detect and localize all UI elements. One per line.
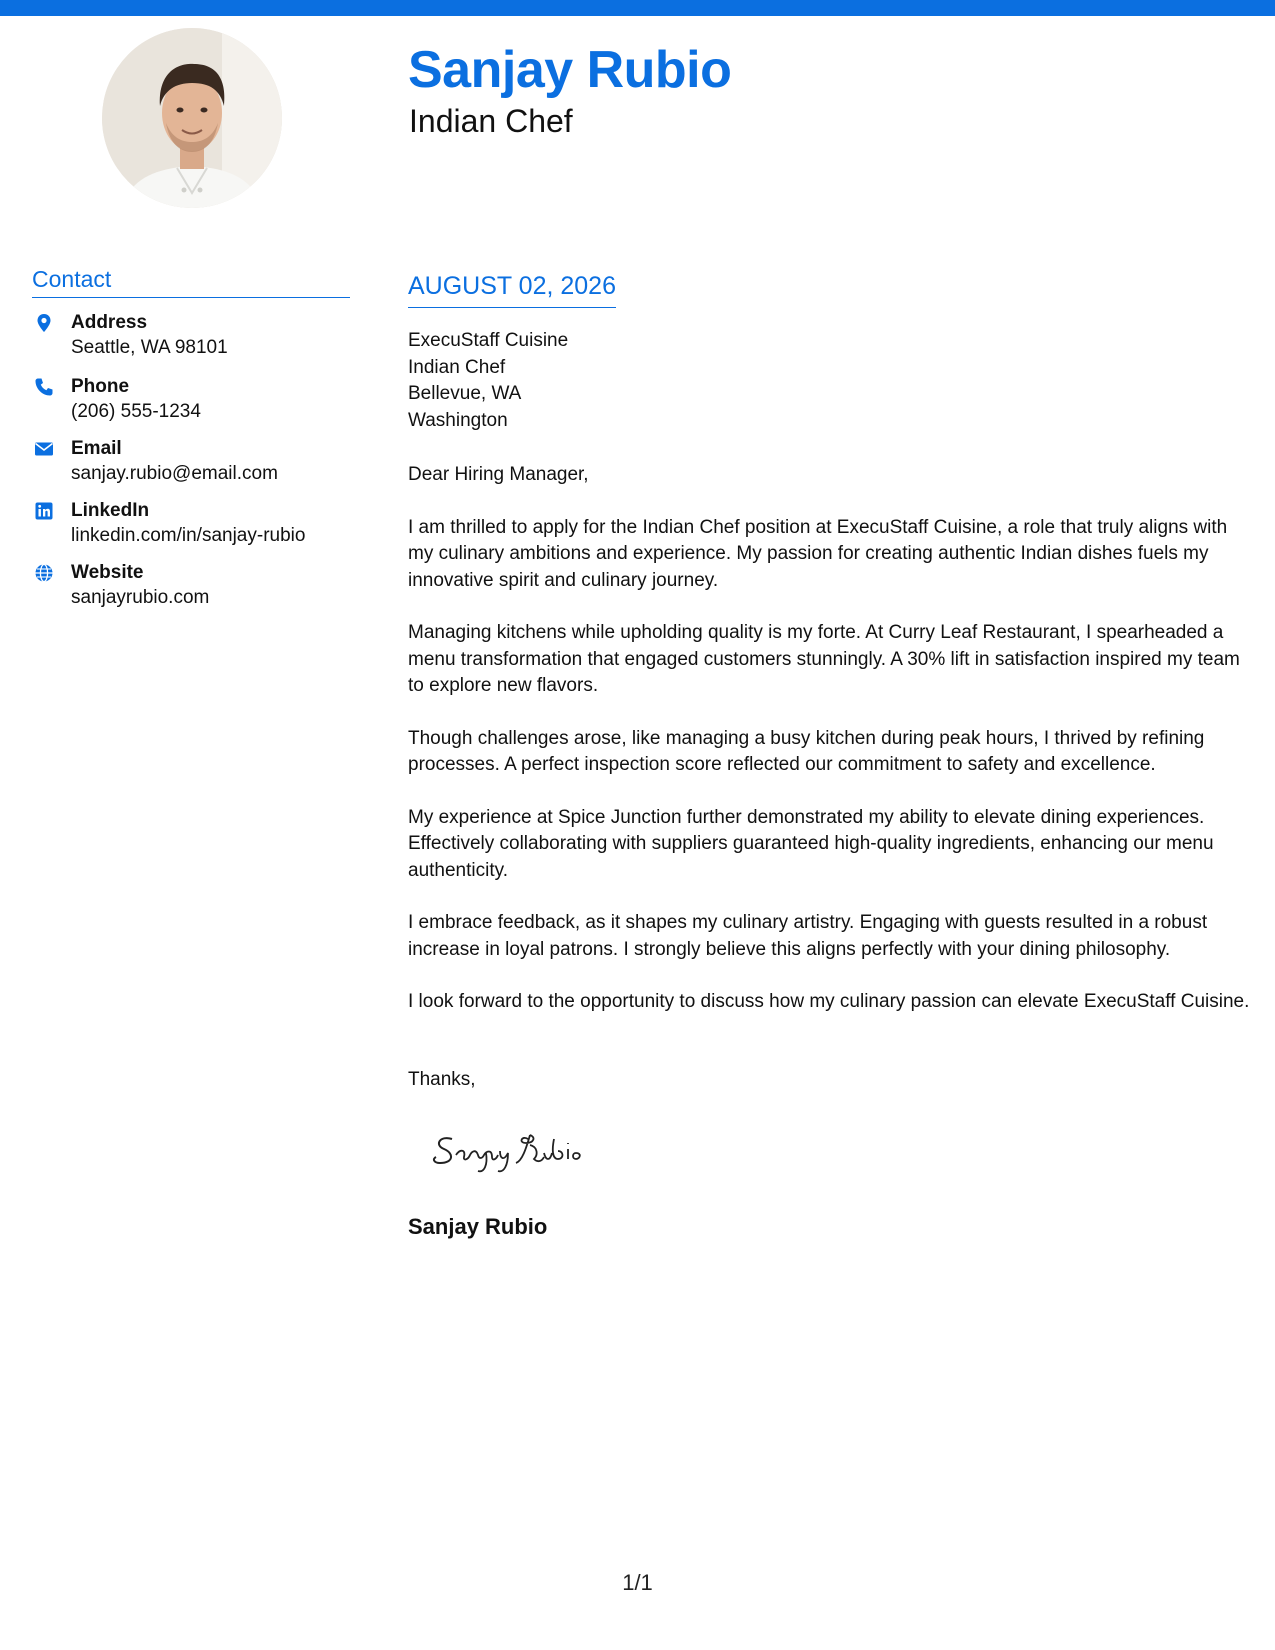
- page-number: 1/1: [622, 1570, 653, 1595]
- letter-paragraph: I look forward to the opportunity to discuss how my culinary passion can elevate ExecuStaff Cuisine.: [408, 991, 1250, 1012]
- email-value[interactable]: sanjay.rubio@email.com: [71, 463, 278, 484]
- contact-heading: Contact: [32, 266, 350, 298]
- envelope-icon: [34, 439, 54, 459]
- letter-paragraph: I am thrilled to apply for the Indian Chef position at ExecuStaff Cuisine, a role that truly aligns with my culinary ambitions and experience. My passion for creating authentic Indian dishes fuels my innovative spirit and culinary journey.: [408, 516, 1228, 591]
- phone-value[interactable]: (206) 555-1234: [71, 401, 201, 422]
- letter-body: [408, 462, 1250, 1042]
- salutation: Dear Hiring Manager,: [408, 464, 589, 485]
- contact-label: LinkedIn: [71, 500, 150, 521]
- letter-paragraph: Though challenges arose, like managing a busy kitchen during peak hours, I thrived by refining processes. A perfect inspection score reflected our commitment to safety and excellence.: [408, 727, 1205, 775]
- profile-photo: [102, 28, 282, 208]
- location-pin-icon: [34, 313, 54, 333]
- letter-date: AUGUST 02, 2026: [408, 271, 616, 308]
- phone-icon: [34, 377, 54, 397]
- recipient-line: Indian Chef: [408, 356, 506, 378]
- contact-label: Address: [71, 312, 148, 333]
- recipient-line: Bellevue, WA: [408, 383, 522, 404]
- contact-label: Phone: [71, 376, 130, 397]
- top-accent-bar: [0, 0, 1275, 16]
- recipient-block: [408, 328, 568, 434]
- contact-label: Website: [71, 562, 144, 583]
- linkedin-icon: [34, 501, 54, 521]
- closing: Thanks,: [408, 1069, 476, 1090]
- letter-paragraph: I embrace feedback, as it shapes my culinary artistry. Engaging with guests resulted in a robust increase in loyal patrons. I strongly believe this aligns perfectly with your dining philosophy.: [408, 912, 1208, 960]
- contact-label: Email: [71, 438, 122, 459]
- website-value[interactable]: sanjayrubio.com: [71, 587, 210, 608]
- letter-paragraph: Managing kitchens while upholding quality is my forte. At Curry Leaf Restaurant, I spearheaded a menu transformation that engaged customers stunningly. A 30% lift in satisfaction inspired my team to explore new flavors.: [408, 622, 1240, 696]
- recipient-line: ExecuStaff Cuisine: [408, 330, 569, 351]
- recipient-line: Washington: [408, 409, 508, 431]
- globe-icon: [34, 563, 54, 583]
- applicant-role: Indian Chef: [409, 103, 573, 139]
- signer-name: Sanjay Rubio: [408, 1214, 548, 1239]
- address-value: Seattle, WA 98101: [71, 337, 228, 358]
- applicant-name: Sanjay Rubio: [408, 41, 732, 99]
- handwritten-signature: [430, 1125, 650, 1175]
- linkedin-value[interactable]: linkedin.com/in/sanjay-rubio: [71, 525, 306, 546]
- letter-paragraph: My experience at Spice Junction further demonstrated my ability to elevate dining experiences. Effectively collaborating with suppliers guaranteed high-quality ingredients, enhancing our menu authenticity.: [408, 806, 1214, 881]
